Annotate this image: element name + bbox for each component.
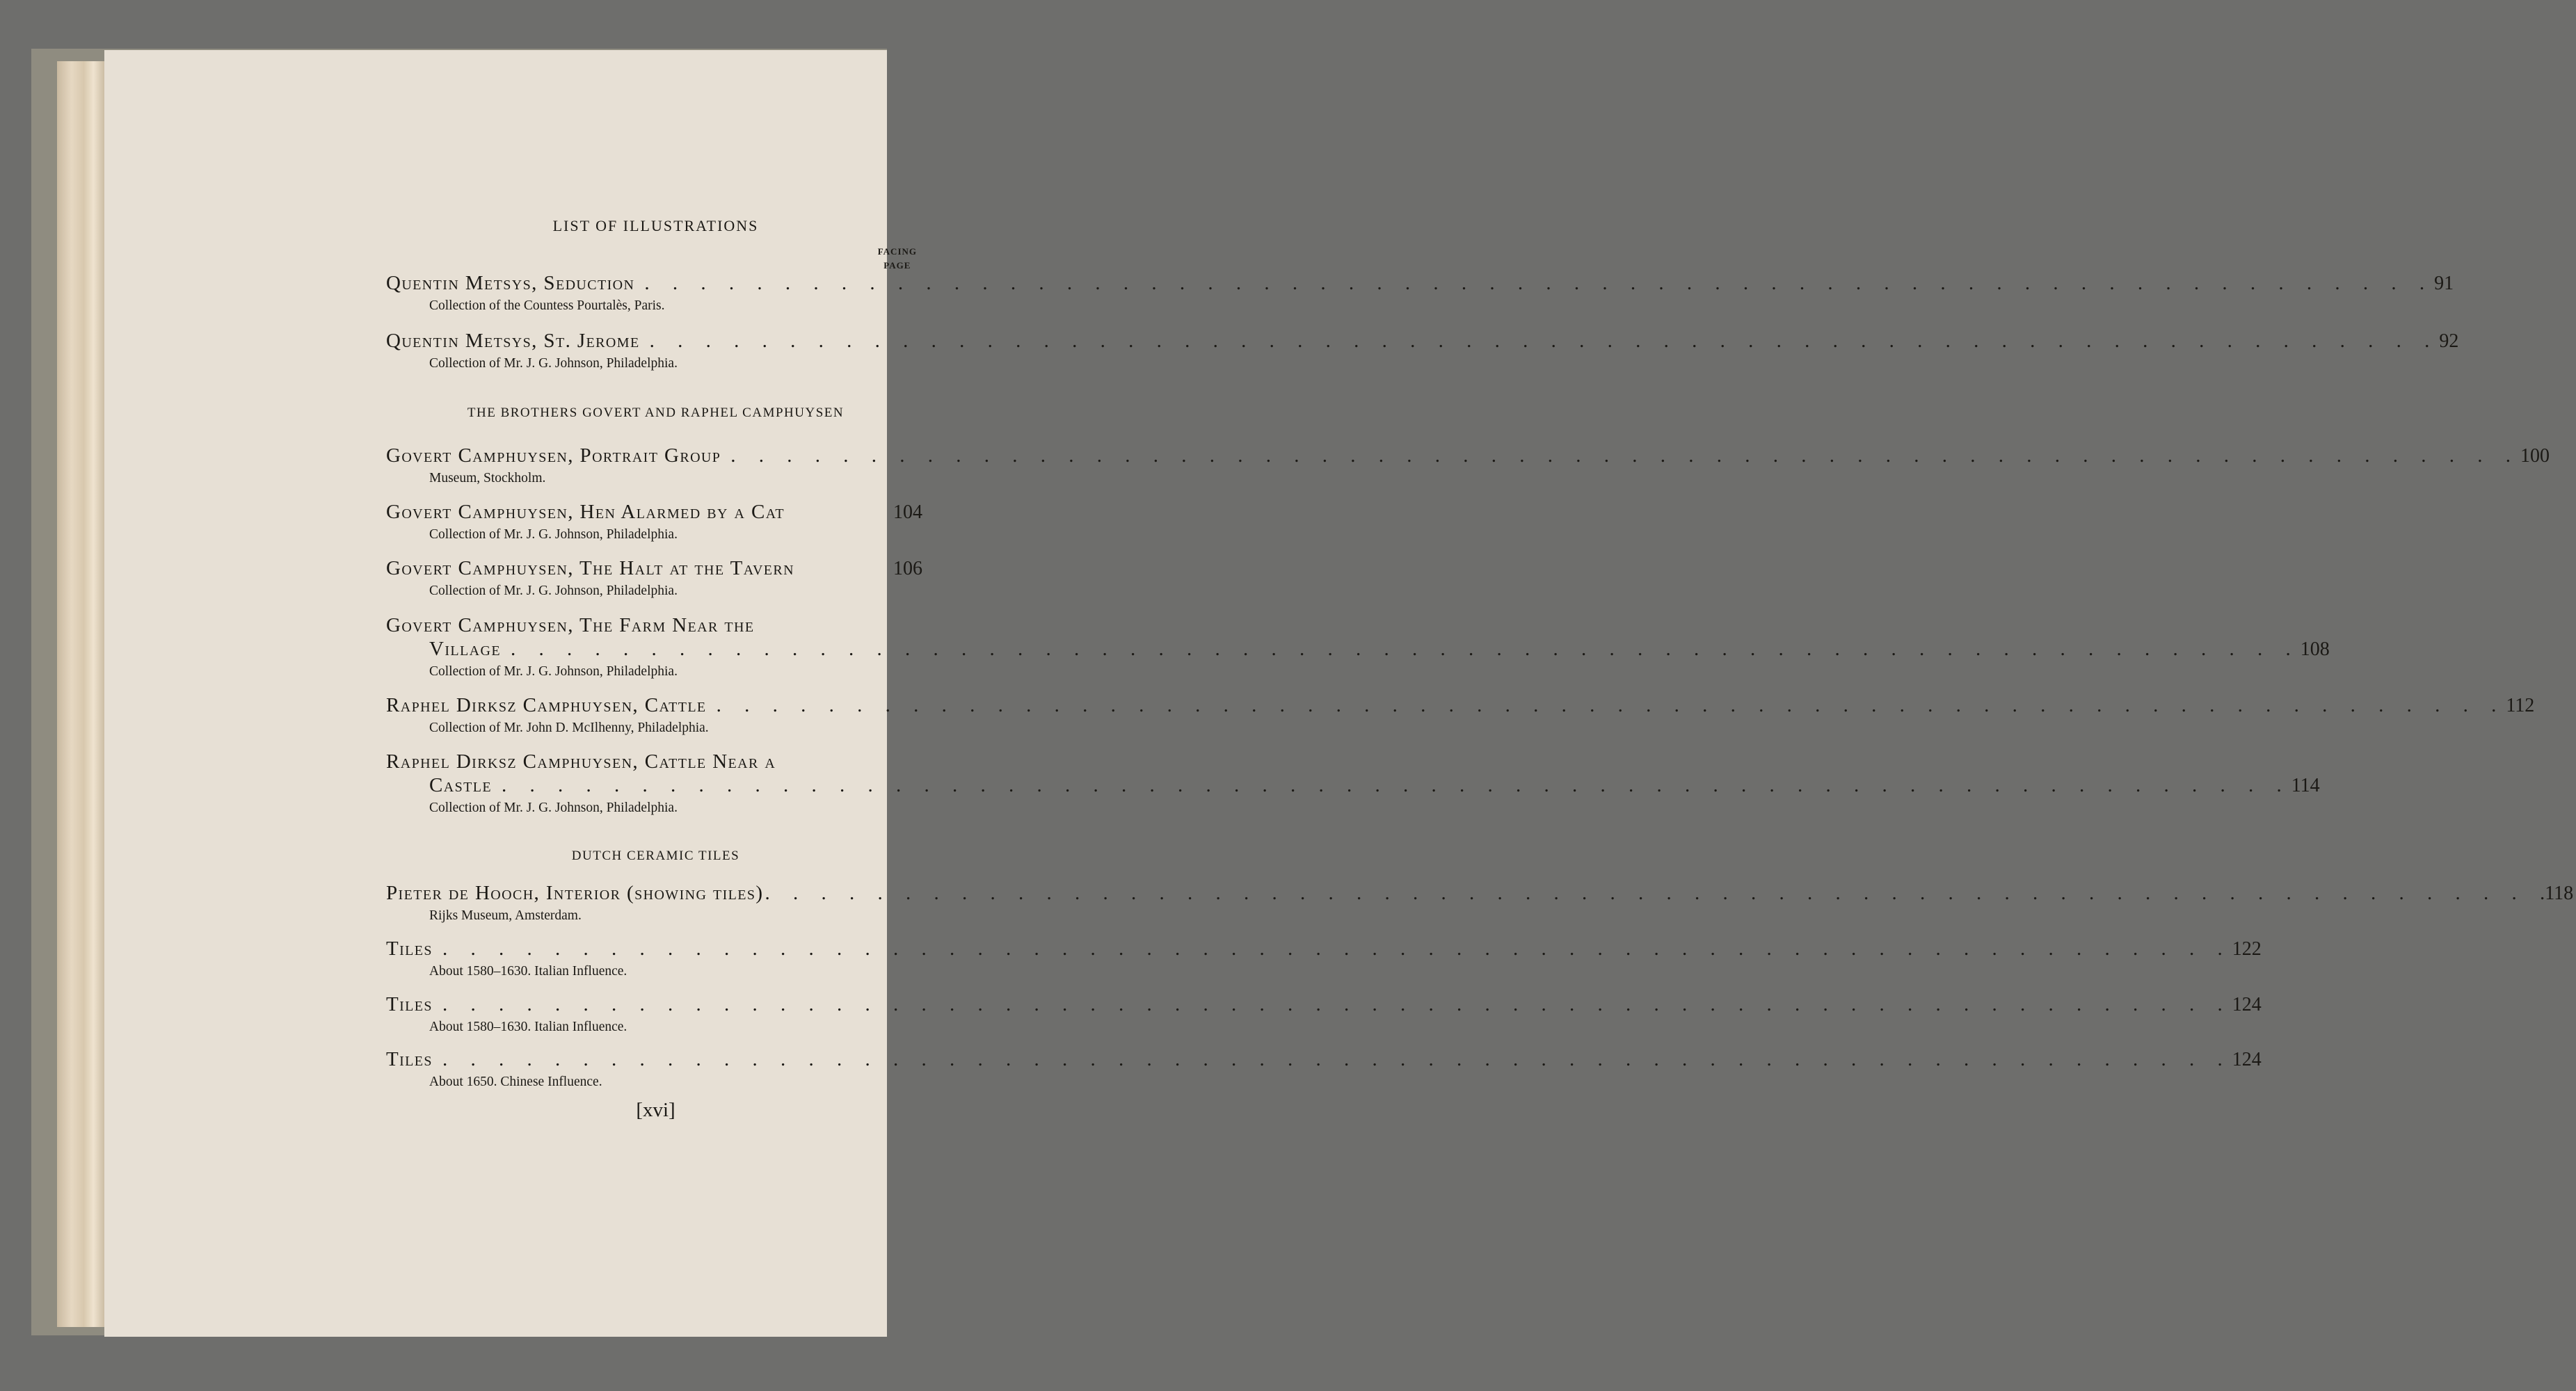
entry-page: 112 <box>2506 695 2535 716</box>
page-content <box>386 50 2574 1198</box>
illustration-entry <box>386 444 2550 488</box>
entry-title-continuation: Castle <box>429 774 492 796</box>
entry-collection: Rijks Museum, Amsterdam. <box>429 908 582 923</box>
entry-title: Govert Camphuysen, Portrait Group <box>386 444 721 467</box>
dot-leader <box>707 693 2506 717</box>
section-heading: DUTCH CERAMIC TILES <box>571 849 740 863</box>
illustration-entry <box>386 937 2262 981</box>
entry-page: 106 <box>893 558 922 579</box>
illustration-entry <box>386 500 925 545</box>
entry-collection: About 1580–1630. Italian Influence. <box>429 964 627 979</box>
dot-leader <box>501 637 2301 661</box>
entry-title: Tiles <box>386 1048 433 1070</box>
entry-title: Quentin Metsys, St. Jerome <box>386 330 640 352</box>
entry-collection: Collection of Mr. J. G. Johnson, Philadelphia. <box>429 584 678 598</box>
entry-collection: About 1650. Chinese Influence. <box>429 1075 602 1089</box>
illustration-entry <box>386 613 2330 682</box>
entry-page: 104 <box>893 501 922 523</box>
entry-title: Tiles <box>386 993 433 1015</box>
illustration-entry <box>386 556 925 601</box>
entry-collection: Collection of Mr. J. G. Johnson, Philadelphia. <box>429 801 678 815</box>
entry-collection: Collection of Mr. J. G. Johnson, Philadelphia. <box>429 527 678 542</box>
entry-collection: Collection of Mr. J. G. Johnson, Philadelphia. <box>429 664 678 679</box>
entry-title: Pieter de Hooch, Interior (showing tiles) <box>386 882 764 904</box>
illustration-entry <box>386 881 2574 926</box>
entry-collection: Museum, Stockholm. <box>429 471 546 485</box>
illustration-entry <box>386 271 2454 316</box>
entry-page: 108 <box>2300 638 2330 660</box>
illustration-entry <box>386 992 2262 1037</box>
book-page <box>104 50 2574 1337</box>
illustration-entry <box>386 1047 2262 1092</box>
dot-leader <box>763 881 2545 905</box>
section-heading: THE BROTHERS GOVERT AND RAPHEL CAMPHUYSEN <box>467 405 845 420</box>
entry-page: 91 <box>2434 273 2454 294</box>
page-label: PAGE <box>883 260 911 271</box>
illustration-entry <box>386 329 2459 373</box>
facing-page-header <box>878 245 917 273</box>
facing-label: FACING <box>877 246 917 257</box>
entry-page: 100 <box>2520 445 2550 467</box>
dot-leader <box>634 271 2434 295</box>
entry-title: Quentin Metsys, Seduction <box>386 272 635 294</box>
page-title: LIST OF ILLUSTRATIONS <box>552 217 759 234</box>
entry-page: 114 <box>2291 775 2320 796</box>
entry-title: Raphel Dirksz Camphuysen, Cattle Near a <box>386 750 776 773</box>
entry-collection: Collection of Mr. J. G. Johnson, Philadelphia. <box>429 356 678 371</box>
entry-collection: Collection of the Countess Pourtalès, Paris. <box>429 298 665 313</box>
illustration-entry <box>386 750 2320 818</box>
illustration-entry <box>386 693 2535 738</box>
entry-collection: Collection of Mr. John D. McIlhenny, Philadelphia. <box>429 721 709 735</box>
page-edges <box>57 61 106 1327</box>
entry-title: Govert Camphuysen, The Halt at the Tavern <box>386 557 795 579</box>
entry-collection: About 1580–1630. Italian Influence. <box>429 1020 627 1034</box>
entry-page: 122 <box>2232 938 2262 960</box>
entry-page: 92 <box>2439 330 2459 352</box>
entry-title-continuation: Village <box>429 638 501 660</box>
dot-leader <box>721 444 2520 467</box>
entry-title: Tiles <box>386 938 433 960</box>
entry-title: Govert Camphuysen, The Farm Near the <box>386 614 755 636</box>
page-number: [xvi] <box>636 1099 675 1121</box>
dot-leader <box>433 937 2232 960</box>
entry-page: 124 <box>2232 994 2262 1015</box>
dot-leader <box>640 329 2440 353</box>
dot-leader <box>492 773 2291 797</box>
entry-title: Govert Camphuysen, Hen Alarmed by a Cat <box>386 501 785 523</box>
dot-leader <box>433 992 2232 1016</box>
dot-leader <box>433 1047 2232 1071</box>
entry-page: 124 <box>2232 1049 2262 1070</box>
entry-title: Raphel Dirksz Camphuysen, Cattle <box>386 694 707 716</box>
entry-page: 118 <box>2545 883 2574 904</box>
